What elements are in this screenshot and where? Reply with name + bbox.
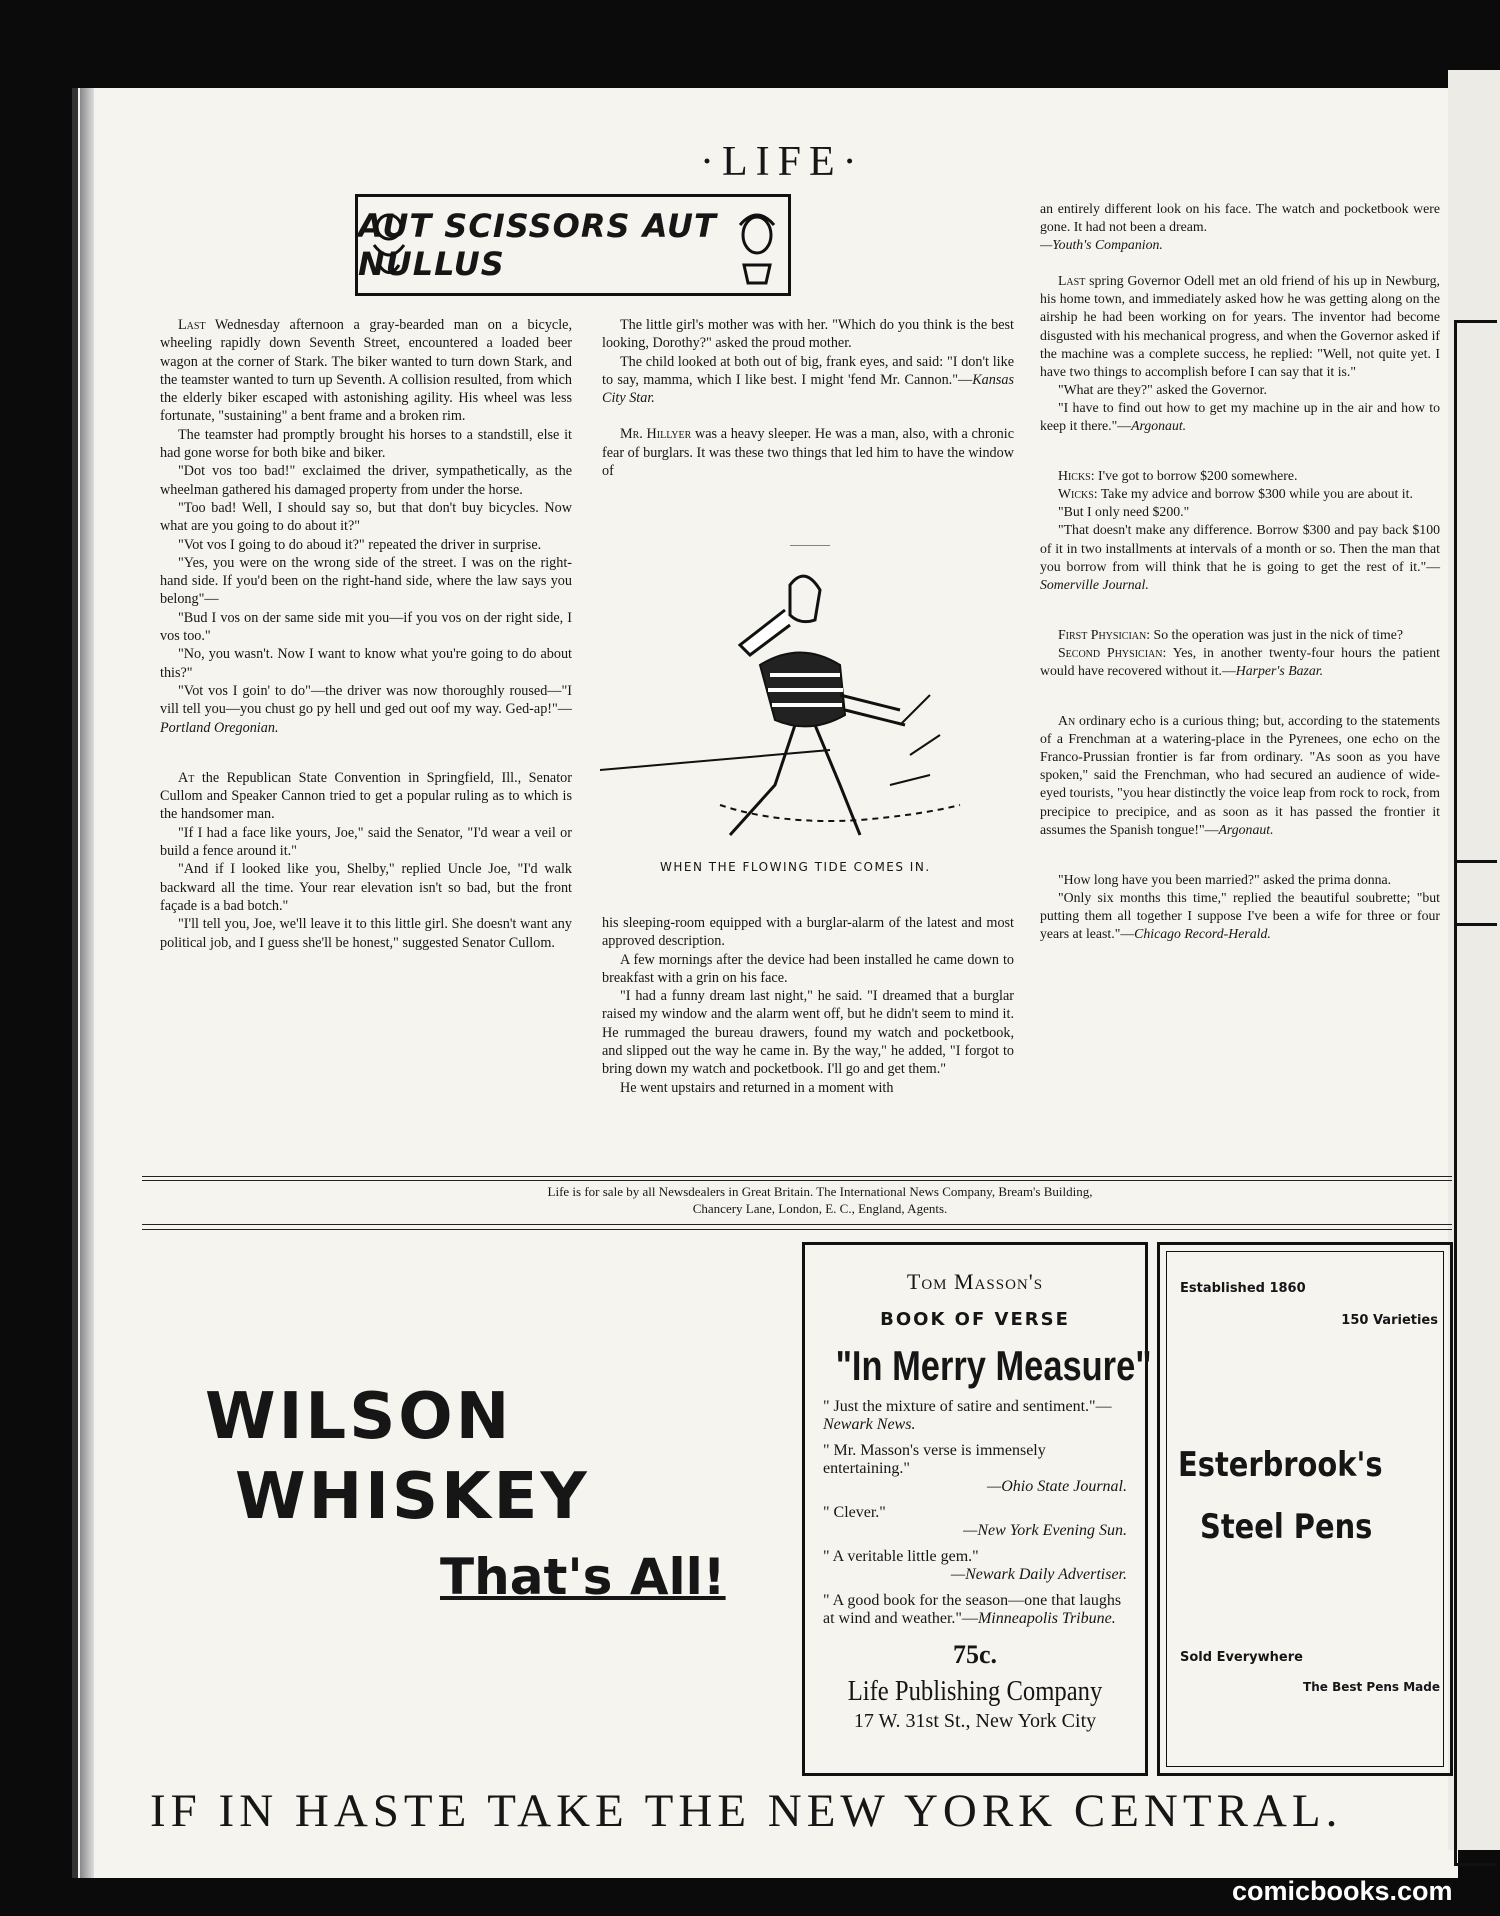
divider: [142, 1180, 1452, 1181]
paragraph: the Republican State Convention in Springfield, Ill., Senator Cullom and Speaker Cannon tried to get a popular ruling as to which is the handsomer man.: [160, 769, 572, 823]
paragraph: "I have to find out how to get my machine up in the air and how to keep it there."—: [1040, 399, 1440, 434]
paragraph: "But I only need $200.": [1058, 504, 1190, 520]
article-column-2-continued: [602, 914, 1014, 1097]
paragraph: Take my advice and borrow $300 while you are about it.: [1097, 486, 1413, 502]
quote-text: " Clever.": [823, 1504, 886, 1521]
speaker-name: Second Physician:: [1058, 644, 1167, 660]
watermark: comicbooks.com: [1232, 1876, 1453, 1906]
article-column-3: [1040, 200, 1440, 943]
ad-varieties: 150 Varieties: [1341, 1313, 1438, 1328]
facing-page-edge: [1448, 70, 1500, 1850]
divider: [142, 1229, 1452, 1230]
quote-source: Newark News.: [823, 1416, 916, 1433]
paragraph: spring Governor Odell met an old friend of his up in Newburg, his home town, and immediately asked how he was getting along on the airship he had been working on for years. The inventor had become disgusted with his mechanical progress, and when the Governor asked if the machine was a complete success, he replied: "Well, not quite yet. I have two things to accomplish before I can say that it is.": [1040, 273, 1440, 379]
lead-word: Last: [178, 317, 206, 333]
paragraph: "If I had a face like yours, Joe," said the Senator, "I'd wear a veil or build a fence around it.": [160, 824, 572, 860]
lead-word: An: [1058, 713, 1076, 729]
source-credit: Somerville Journal.: [1040, 576, 1149, 592]
sales-notice: Life is for sale by all Newsdealers in Great Britain. The International News Company, Bream's Building, Chancery Lane, London, E. C., England, Agents.: [547, 1184, 1093, 1216]
source-credit: Harper's Bazar.: [1235, 662, 1324, 678]
paragraph: "Only six months this time," replied the beautiful soubrette; "but putting them all together I suppose I've been a wife for three or four years at least."—: [1040, 889, 1440, 941]
quote-text: " Mr. Masson's verse is immensely entertaining.": [823, 1442, 1046, 1477]
paragraph: "How long have you been married?" asked the prima donna.: [1058, 871, 1392, 887]
paragraph: The little girl's mother was with her. "Which do you think is the best looking, Dorothy?" asked the proud mother.: [602, 317, 1014, 352]
ad-headline: WILSON: [205, 1380, 513, 1454]
ad-price: 75c.: [952, 1640, 998, 1669]
paragraph: "I had a funny dream last night," he said. "I dreamed that a burglar raised my window and the alarm went off, but he didn't seem to mind it. He rummaged the bureau drawers, found my watch and pocketbook, and slipped out the way he came in. By the way," he added, "I forgot to bring down my watch and pocketbook. I'll go and get them.": [602, 988, 1014, 1078]
page-spine: [80, 88, 94, 1878]
paragraph: "Dot vos too bad!" exclaimed the driver, sympathetically, as the wheelman gathered his damaged property from under the horse.: [160, 463, 572, 498]
quote-source: —Ohio State Journal.: [987, 1478, 1127, 1495]
ad-author: Tom Masson's: [906, 1269, 1044, 1294]
review-quote: [823, 1592, 1127, 1628]
ad-publisher: Life Publishing Company: [847, 1676, 1103, 1707]
ad-sold: Sold Everywhere: [1180, 1650, 1303, 1665]
ornament-icon: [364, 205, 414, 285]
quote-source: —Newark Daily Advertiser.: [950, 1566, 1127, 1583]
speaker-name: Wicks:: [1058, 486, 1098, 502]
paragraph: "What are they?" asked the Governor.: [1058, 381, 1267, 397]
speaker-name: Hicks:: [1058, 468, 1095, 484]
esterbrook-pens-ad: [1157, 1242, 1453, 1776]
lead-word: Last: [1058, 273, 1086, 289]
source-credit: Portland Oregonian.: [160, 719, 279, 736]
paragraph: "No, you wasn't. Now I want to know what you're going to do about this?": [160, 646, 572, 681]
paragraph: "Vot vos I going to do aboud it?" repeated the driver in surprise.: [178, 536, 542, 553]
source-credit: Chicago Record-Herald.: [1134, 926, 1271, 941]
review-quote: [823, 1442, 1127, 1496]
paragraph: I've got to borrow $200 somewhere.: [1094, 468, 1298, 484]
quote-text: " Just the mixture of satire and sentiment."—: [823, 1398, 1112, 1415]
source-credit: —Youth's Companion.: [1040, 237, 1163, 253]
ad-brand: Esterbrook's: [1178, 1445, 1383, 1485]
quote-text: " A veritable little gem.": [823, 1548, 979, 1565]
paragraph: ordinary echo is a curious thing; but, according to the statements of a Frenchman at a watering-place in the Pyrenees, one echo on the Franco-Prussian frontier is far from ordinary. "As soon as you have spoken," said the Frenchman, who had secured an audience of wide-eyed tourists, "you hear distinctly the voice leap from rock to rock, from precipice to precipice, and as soon as it has passed the frontier it assumes the Spanish tongue!"—: [1040, 713, 1440, 837]
footer-banner: IF IN HASTE TAKE THE NEW YORK CENTRAL.: [150, 1785, 1343, 1837]
lead-word: Mr. Hillyer: [620, 426, 692, 443]
divider: [142, 1176, 1452, 1177]
paragraph: "That doesn't make any difference. Borrow $300 and pay back $100 of it in two installments at intervals of a month or so. Then the man that you borrow from will think that he is going to get the rest of it."—: [1040, 522, 1440, 574]
cartoon-illustration: [600, 545, 1020, 855]
masthead: ·LIFE·: [700, 139, 865, 185]
paragraph: Yes, in another twenty-four hours the patient would have recovered without it.—: [1040, 644, 1440, 678]
paragraph: "Vot vos I goin' to do"—the driver was now thoroughly roused—"I vill tell you—you chust go py hell und ged out oof my way. Ged-ap!"—: [160, 682, 572, 718]
ad-product: Steel Pens: [1200, 1507, 1373, 1547]
speaker-name: First Physician:: [1058, 626, 1151, 642]
paragraph: "And if I looked like you, Shelby," replied Uncle Joe, "I'd walk backward all the time. Your rear elevation isn't so bad, but the front façade is a bad botch.": [160, 861, 572, 914]
ad-headline: WHISKEY: [235, 1460, 590, 1534]
banner-title: AUT SCISSORS AUT NULLUS: [358, 207, 717, 283]
ad-book-title: "In Merry Measure": [835, 1342, 1152, 1389]
divider: [142, 1224, 1452, 1225]
paragraph: A few mornings after the device had been installed he came down to breakfast with a grin on his face.: [602, 951, 1014, 986]
ad-established: Established 1860: [1180, 1281, 1306, 1296]
paragraph: "Too bad! Well, I should say so, but that don't buy bicycles. Now what are you going to do about it?": [160, 499, 572, 535]
quote-source: —New York Evening Sun.: [963, 1522, 1127, 1539]
ad-slogan: The Best Pens Made: [1303, 1680, 1440, 1694]
ad-subtitle: BOOK OF VERSE: [880, 1309, 1070, 1330]
paragraph: The teamster had promptly brought his horses to a standstill, else it had gone worse for both bike and biker.: [160, 426, 572, 462]
paragraph: "I'll tell you, Joe, we'll leave it to this little girl. She doesn't want any political job, and I guess she'll be honest," suggested Senator Cullom.: [160, 916, 572, 951]
paragraph: "Yes, you were on the wrong side of the street. I was on the right-hand side. If you'd been on the right-hand side, where the law says you belong"—: [160, 554, 572, 608]
paragraph: an entirely different look on his face. The watch and pocketbook were gone. It had not been a dream.: [1040, 201, 1440, 235]
source-credit: Argonaut.: [1131, 418, 1187, 434]
review-quote: [823, 1548, 1127, 1584]
facing-page-box: [1454, 860, 1497, 1866]
quote-text: " A good book for the season—one that laughs at wind and weather."—: [823, 1592, 1122, 1627]
quote-source: Minneapolis Tribune.: [977, 1610, 1116, 1627]
article-column-1: [160, 316, 572, 952]
portrait-head-icon: [732, 205, 782, 285]
paragraph: was a heavy sleeper. He was a man, also, with a chronic fear of burglars. It was these two things that led him to have the window of: [602, 426, 1015, 480]
paragraph: "Bud I vos on der same side mit you—if you vos on der right side, I vos too.": [160, 609, 572, 645]
paragraph: So the operation was just in the nick of time?: [1150, 626, 1403, 642]
book-of-verse-ad: [802, 1242, 1152, 1776]
facing-page-box: [1454, 320, 1497, 926]
wilson-whiskey-ad: [205, 1380, 726, 1606]
ad-tagline: That's All!: [440, 1548, 726, 1606]
review-quote: [823, 1398, 1127, 1434]
source-credit: Kansas City Star.: [602, 371, 1014, 407]
paragraph: his sleeping-room equipped with a burglar-alarm of the latest and most approved description.: [602, 915, 1014, 950]
cartoon-caption: WHEN THE FLOWING TIDE COMES IN.: [660, 860, 931, 874]
lead-word: At: [178, 769, 195, 786]
paragraph: The child looked at both out of big, frank eyes, and said: "I don't like to say, mamma, which I like best. I might 'fend Mr. Cannon."—: [602, 353, 1014, 388]
paragraph: He went upstairs and returned in a moment with: [620, 1079, 894, 1096]
source-credit: Argonaut.: [1218, 821, 1274, 837]
ad-address: 17 W. 31st St., New York City: [853, 1710, 1097, 1732]
article-column-2: [602, 316, 1014, 480]
paragraph: Wednesday afternoon a gray-bearded man on a bicycle, wheeling rapidly down Seventh Street, encountered a loaded beer wagon at the corner of Stark. The biker wanted to turn down Stark, and the teamster wanted to turn up Seventh. A collision resulted, from which the elderly biker escaped with astonishing agility. His wheel was less fortunate, "sustaining" a bent frame and a broken rim.: [160, 317, 572, 425]
review-quote: [823, 1504, 1127, 1540]
column-banner: [355, 194, 791, 296]
